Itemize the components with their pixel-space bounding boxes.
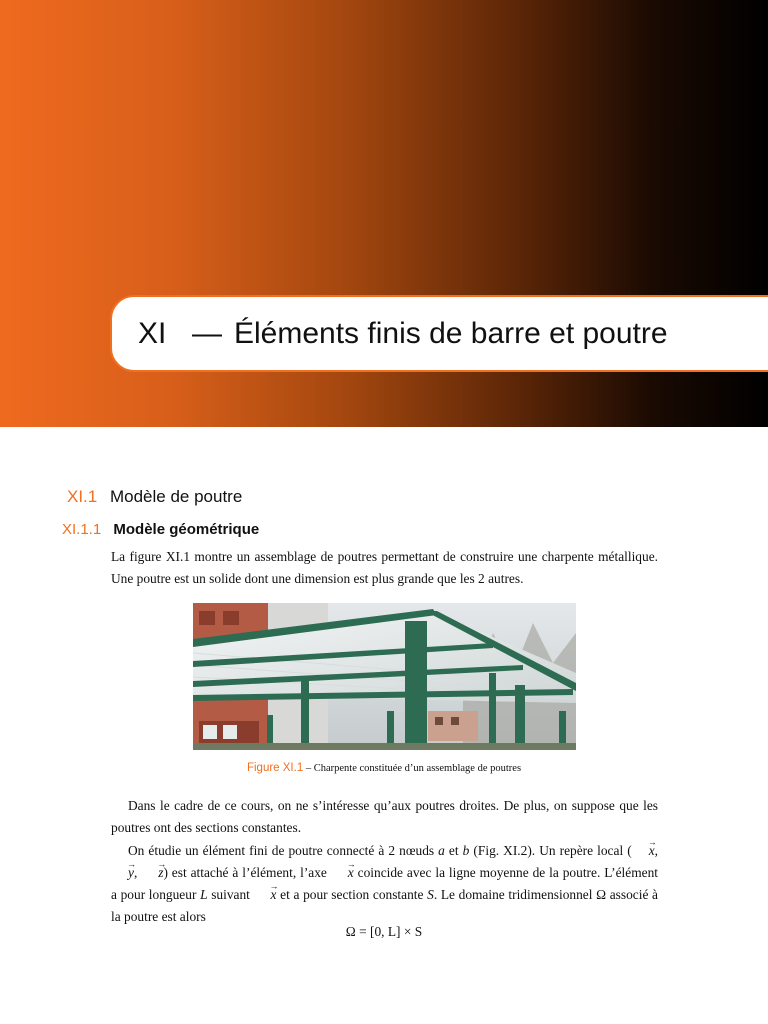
section-number: XI.1 — [67, 487, 98, 506]
chapter-title-box — [110, 295, 768, 372]
vector-x-axis: → x — [331, 862, 354, 884]
chapter-title: Éléments finis de barre et poutre — [234, 317, 668, 350]
figure-label: Figure XI.1 — [246, 762, 304, 774]
domain-equation: Ω = [0, L] × S — [345, 924, 423, 939]
section-heading — [67, 487, 242, 507]
vector-z: → z — [141, 862, 163, 884]
chapter-number: XI — [138, 317, 167, 350]
subsection-heading — [62, 521, 259, 538]
figure-caption — [0, 762, 768, 774]
paragraph-intro: La figure XI.1 montre un assemblage de poutres permettant de construire une charpente métallique. Une poutre est un solide dont une dimension est plus grande que les 2 autres. — [111, 549, 658, 586]
figure-caption-text: – Charpente constituée d’un assemblage de poutres — [305, 763, 522, 774]
section-title: Modèle de poutre — [109, 487, 243, 506]
steel-frame-canopy-photo — [193, 603, 576, 750]
vector-x: → x — [632, 840, 655, 862]
subsection-title: Modèle géométrique — [113, 521, 260, 538]
chapter-dash: — — [192, 317, 222, 350]
paragraph-straight-beams: Dans le cadre de ce cours, on ne s’intéresse qu’aux poutres droites. De plus, on suppose que les poutres ont des sections constantes. — [111, 798, 658, 835]
paragraph-finite-element: On étudie un élément fini de poutre connecté à 2 nœuds a et b (Fig. XI.2). Un repère local (→ x, → y, → z) est attaché à l’élément, l’axe → x coincide avec la ligne moyenne de la poutre. L’élément a pour longueur L suivant → x et a pour section constante S. Le domaine tridimensionnel Ω associé à la poutre est alors — [111, 840, 658, 928]
vector-x-direction: → x — [254, 884, 277, 906]
vector-y: → y — [111, 862, 134, 884]
subsection-number: XI.1.1 — [62, 521, 102, 538]
